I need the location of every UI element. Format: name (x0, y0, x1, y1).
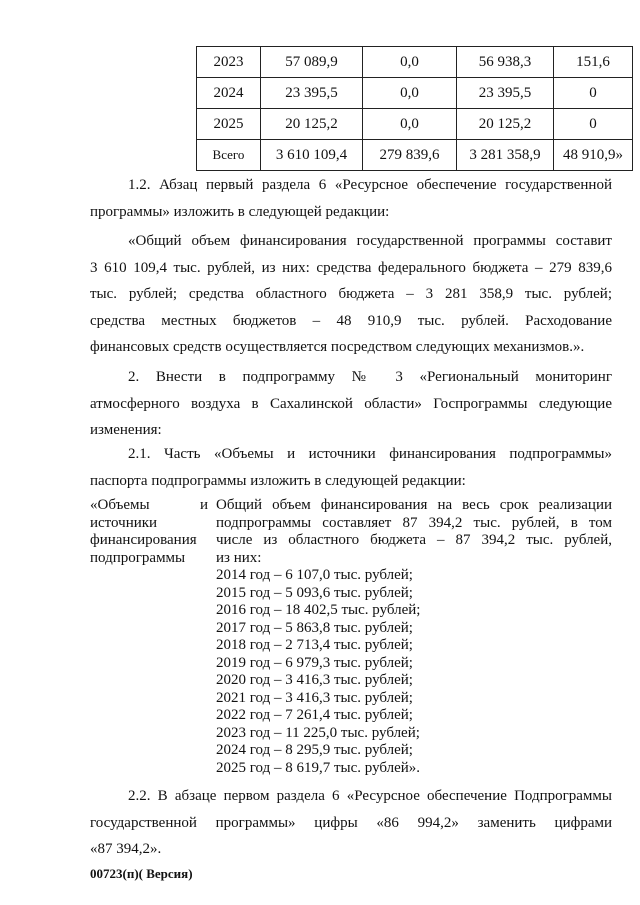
paragraph-2-1 (90, 441, 612, 494)
text-line: «87 394,2». (90, 841, 162, 857)
paragraph-1-2 (90, 172, 612, 225)
paragraph-2-2 (90, 783, 612, 863)
year-line: 2023 год – 11 225,0 тыс. рублей; (216, 724, 420, 741)
table-cell: 2025 (197, 109, 261, 140)
text-line: изменения: (90, 422, 162, 438)
text-line: подпрограммы (90, 549, 186, 566)
text-line: 2.1. Часть «Объемы и источники финансирования подпрограммы» (128, 446, 612, 462)
year-line: 2014 год – 6 107,0 тыс. рублей; (216, 567, 413, 583)
table-cell: 23 395,5 (457, 78, 554, 109)
text-line: числе из областного бюджета – 87 394,2 тыс. рублей, (216, 532, 612, 548)
table-cell: 279 839,6 (363, 140, 457, 171)
table-cell: 56 938,3 (457, 47, 554, 78)
text-line: из них: (216, 549, 262, 566)
table-cell: 151,6 (554, 47, 633, 78)
text-line: 1.2. Абзац первый раздела 6 «Ресурсное обеспечение государственной (128, 177, 612, 193)
table-cell: 3 610 109,4 (261, 140, 363, 171)
text-line: тыс. рублей; средства областного бюджета – 3 281 358,9 тыс. рублей; (90, 286, 612, 302)
table-cell: 0 (554, 109, 633, 140)
text-line: атмосферного воздуха в Сахалинской области» Госпрограммы следующие (90, 395, 612, 412)
year-line: 2022 год – 7 261,4 тыс. рублей; (216, 707, 413, 723)
text-line: средства местных бюджетов – 48 910,9 тыс. рублей. Расходование (90, 312, 612, 329)
table-cell: 0,0 (363, 47, 457, 78)
table-cell: 0,0 (363, 109, 457, 140)
text-line: программы» изложить в следующей редакции: (90, 203, 390, 220)
text-line: 2. Внести в подпрограмму № 3 «Региональный мониторинг (128, 369, 612, 385)
table-cell: 20 125,2 (261, 109, 363, 140)
text-line: «Объемы и (90, 497, 208, 513)
year-line: 2020 год – 3 416,3 тыс. рублей; (216, 672, 413, 688)
paragraph-2 (90, 364, 612, 444)
year-line: 2016 год – 18 402,5 тыс. рублей; (216, 602, 421, 618)
financing-table (196, 46, 633, 171)
passport-content (216, 497, 612, 777)
table-cell: 57 089,9 (261, 47, 363, 78)
table-cell: 2024 (197, 78, 261, 109)
text-line: 2.2. В абзаце первом раздела 6 «Ресурсное обеспечение Подпрограммы (128, 788, 612, 804)
paragraph-quote-financing (90, 228, 612, 361)
text-line: «Общий объем финансирования государственной программы составит (128, 233, 612, 249)
year-line: 2017 год – 5 863,8 тыс. рублей; (216, 619, 413, 636)
text-line: 3 610 109,4 тыс. рублей, из них: средства федерального бюджета – 279 839,6 (90, 259, 612, 276)
text-line: финансирования (90, 532, 197, 548)
table-cell: 0 (554, 78, 633, 109)
table-row (197, 47, 633, 78)
year-line: 2025 год – 8 619,7 тыс. рублей». (216, 759, 421, 776)
table-cell: 3 281 358,9 (457, 140, 554, 171)
text-line: паспорта подпрограммы изложить в следующей редакции: (90, 472, 466, 489)
passport-label (90, 497, 208, 567)
document-code: 00723(п)( Версия) (90, 866, 193, 881)
table-row (197, 78, 633, 109)
table-row-total (197, 140, 633, 171)
table-cell: Всего (197, 140, 261, 171)
table-cell: 48 910,9» (554, 140, 633, 171)
year-line: 2021 год – 3 416,3 тыс. рублей; (216, 689, 413, 706)
text-line: источники (90, 514, 158, 531)
table-row (197, 109, 633, 140)
text-line: подпрограммы составляет 87 394,2 тыс. рублей, в том (216, 514, 612, 531)
table-cell: 2023 (197, 47, 261, 78)
table-cell: 20 125,2 (457, 109, 554, 140)
table-cell: 0,0 (363, 78, 457, 109)
text-line: государственной программы» цифры «86 994,2» заменить цифрами (90, 814, 612, 831)
table-cell: 23 395,5 (261, 78, 363, 109)
text-line: финансовых средств осуществляется посредством следующих механизмов.». (90, 339, 585, 355)
year-line: 2019 год – 6 979,3 тыс. рублей; (216, 654, 413, 671)
year-line: 2018 год – 2 713,4 тыс. рублей; (216, 637, 413, 653)
year-line: 2015 год – 5 093,6 тыс. рублей; (216, 584, 413, 601)
text-line: Общий объем финансирования на весь срок реализации (216, 497, 612, 513)
year-line: 2024 год – 8 295,9 тыс. рублей; (216, 742, 413, 758)
